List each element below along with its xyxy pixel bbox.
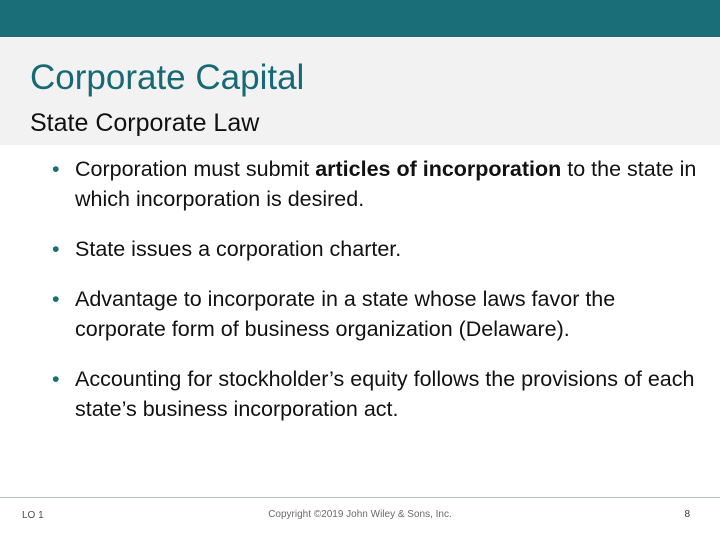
bullet-bold-text: articles of incorporation [315,157,562,181]
bullet-item [52,364,702,424]
bullet-marker: • [52,367,60,391]
bullet-item [52,154,702,214]
slide-title: Corporate Capital [30,58,305,97]
footer-divider [0,497,720,498]
bullet-text-tail: to the state in which incorporation is desired. [75,157,697,211]
bullet-text: Accounting for stockholder’s equity follows the provisions of each state’s business incorporation act. [75,367,695,421]
bullet-text: Corporation must submit [75,157,316,181]
learning-objective-label: LO 1 [22,510,44,521]
header-bar [0,0,720,37]
bullet-list [52,154,702,444]
bullet-marker: • [52,157,60,181]
bullet-item [52,284,702,344]
bullet-text: Advantage to incorporate in a state whose laws favor the corporate form of business organization (Delaware). [75,287,616,341]
bullet-item [52,234,702,264]
bullet-text: State issues a corporation charter. [75,237,402,261]
page-number: 8 [684,509,690,520]
bullet-marker: • [52,287,60,311]
slide-subtitle: State Corporate Law [30,109,260,137]
bullet-marker: • [52,237,60,261]
copyright-notice: Copyright ©2019 John Wiley & Sons, Inc. [268,509,452,520]
